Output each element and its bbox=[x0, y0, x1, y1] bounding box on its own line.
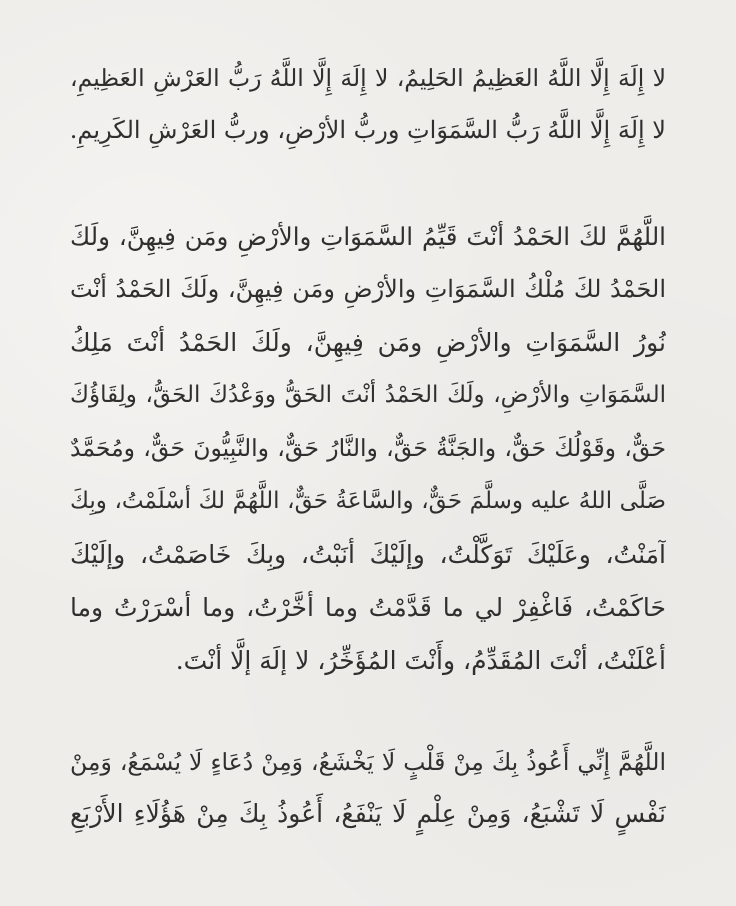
text-line: حَقٌّ، وقَوْلُكَ حَقٌّ، والجَنَّةُ حَقٌّ، والنَّارُ حَقٌّ، والنَّبِيُّونَ حَقٌّ، ومُحَمَّدٌ bbox=[70, 434, 666, 462]
paragraph-tahlil bbox=[70, 52, 666, 156]
text-line: لا إِلَهَ إِلَّا اللَّهُ رَبُّ السَّمَوَاتِ وربُّ الأرْضِ، وربُّ العَرْشِ الكَرِيمِ. bbox=[70, 116, 666, 144]
text-line: صَلَّى اللهُ عليه وسلَّمَ حَقٌّ، والسَّاعَةُ حَقٌّ، اللَّهُمَّ لكَ أسْلَمْتُ، وبِكَ bbox=[70, 488, 666, 514]
paragraph-hamd bbox=[70, 210, 666, 687]
text-line: الحَمْدُ لكَ مُلْكُ السَّمَوَاتِ والأرْضِ ومَن فِيهِنَّ، ولَكَ الحَمْدُ أنْتَ bbox=[70, 275, 666, 303]
text-line: اللَّهُمَّ لكَ الحَمْدُ أنْتَ قَيِّمُ السَّمَوَاتِ والأرْضِ ومَن فِيهِنَّ، ولَكَ bbox=[70, 222, 666, 251]
text-line: حَاكَمْتُ، فَاغْفِرْ لي ما قَدَّمْتُ وما أخَّرْتُ، وما أسْرَرْتُ وما bbox=[70, 593, 666, 622]
text-line: آمَنْتُ، وعَلَيْكَ تَوَكَّلْتُ، وإلَيْكَ أنَبْتُ، وبِكَ خَاصَمْتُ، وإلَيْكَ bbox=[70, 540, 666, 569]
text-line: لا إِلَهَ إِلَّا اللَّهُ العَظِيمُ الحَلِيمُ، لا إِلَهَ إِلَّا اللَّهُ رَبُّ العَرْشِ العَظِيمِ، bbox=[70, 64, 666, 92]
text-line: نَفْسٍ لَا تَشْبَعُ، وَمِنْ عِلْمٍ لَا يَنْفَعُ، أَعُوذُ بِكَ مِنْ هَؤُلَاءِ الأَرْبَعِ bbox=[70, 799, 666, 828]
paragraph-istiadha bbox=[70, 736, 666, 840]
text-line: السَّمَوَاتِ والأرْضِ، ولَكَ الحَمْدُ أنْتَ الحَقُّ ووَعْدُكَ الحَقُّ، ولِقَاؤُكَ bbox=[70, 382, 666, 408]
text-line: أعْلَنْتُ، أنْتَ المُقَدِّمُ، وأَنْتَ المُؤَخِّرُ، لا إلَهَ إلَّا أنْتَ. bbox=[175, 646, 666, 675]
text-line: نُورُ السَّمَوَاتِ والأرْضِ ومَن فِيهِنَّ، ولَكَ الحَمْدُ أنْتَ مَلِكُ bbox=[70, 328, 666, 357]
text-line: اللَّهُمَّ إِنِّي أَعُوذُ بِكَ مِنْ قَلْبٍ لَا يَخْشَعُ، وَمِنْ دُعَاءٍ لَا يُسْمَعُ، وَمِنْ bbox=[70, 748, 666, 776]
